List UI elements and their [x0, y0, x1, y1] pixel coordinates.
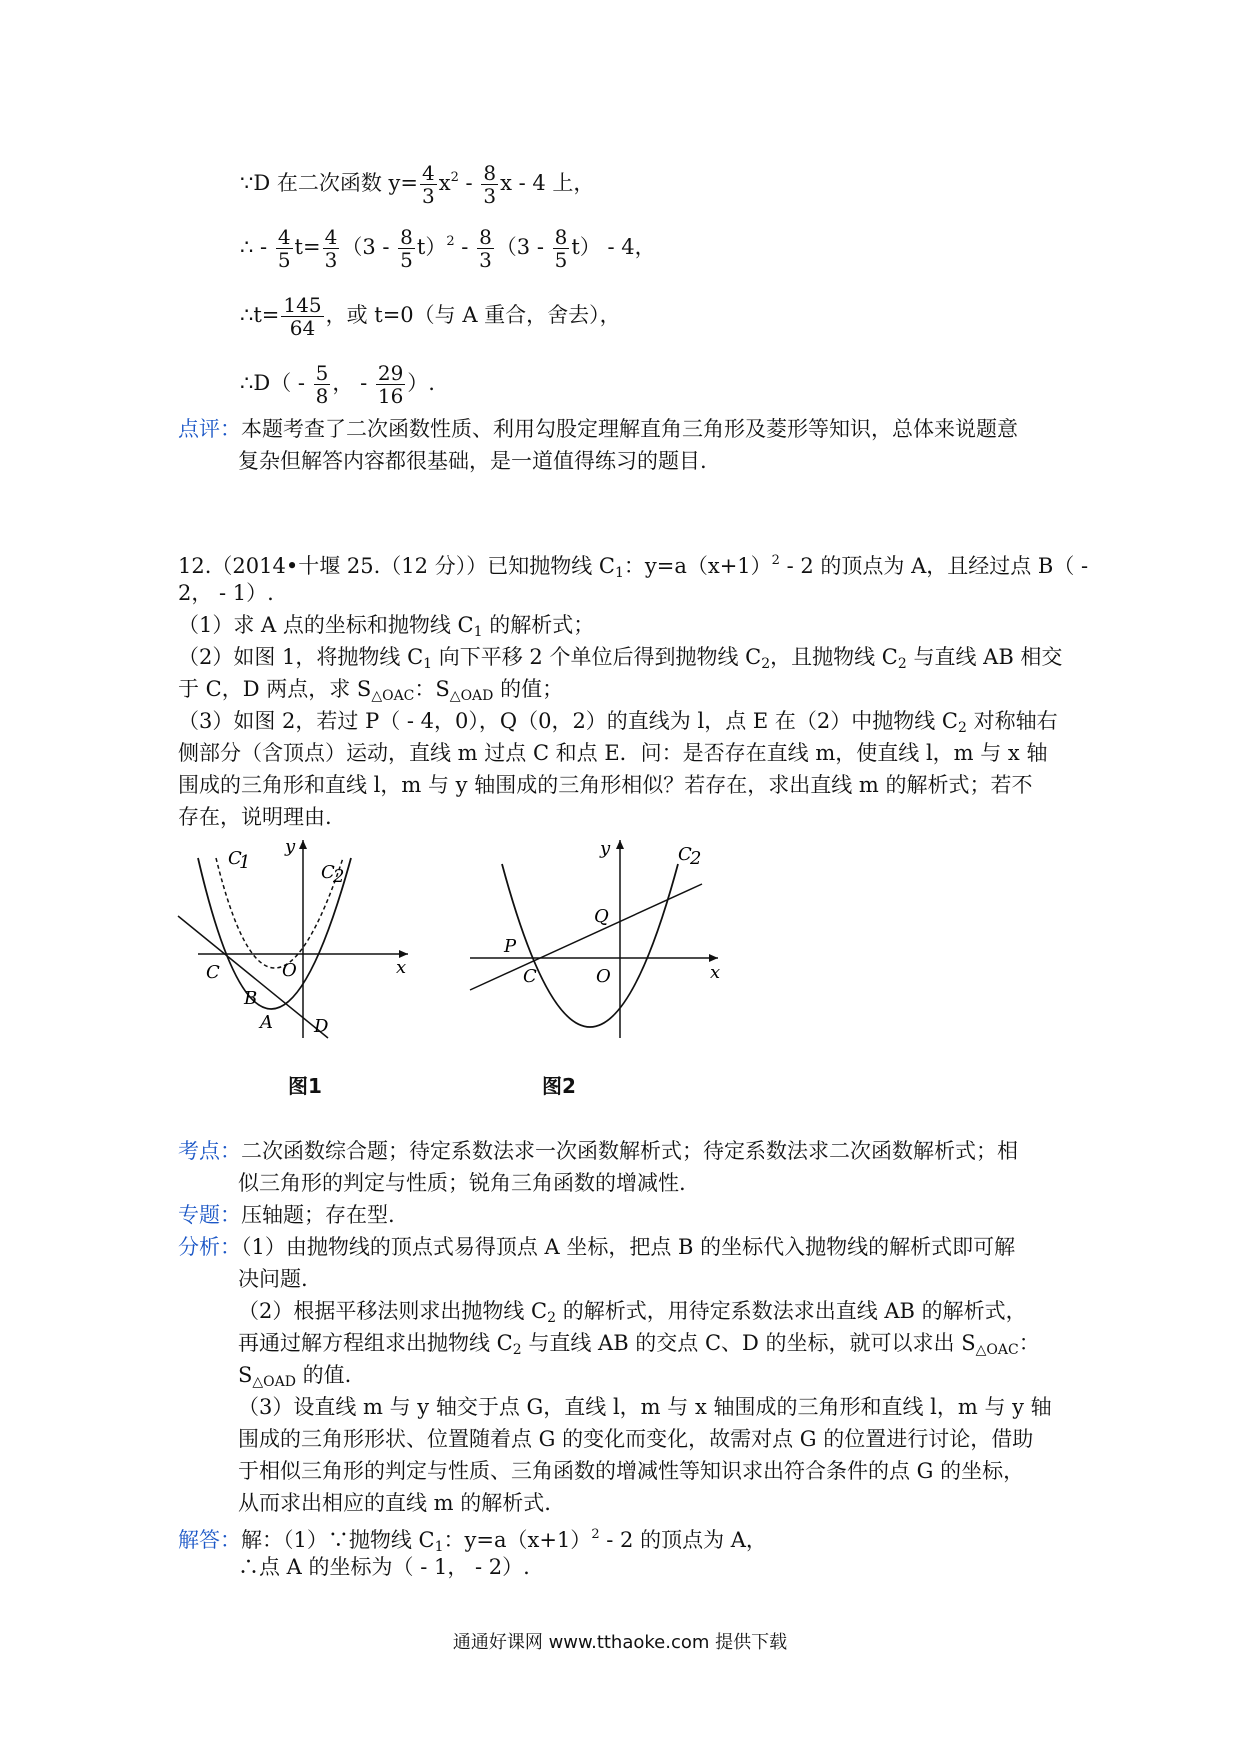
fenxi-line-6: （3）设直线 m 与 y 轴交于点 G，直线 l，m 与 x 轴围成的三角形和直线 l，m 与 y 轴 — [238, 1395, 1052, 1419]
solution-line-3: ∴t= $\frac{145}{64}$ ，或 t=0（与 A 重合，舍去）， — [240, 293, 621, 340]
question-1: （1）求 A 点的坐标和抛物线 $C_1$ 的解析式； — [178, 613, 595, 640]
fraction: $\frac{8}{5}$ — [400, 225, 413, 272]
page-footer: 通通好课网 www.tthaoke.com 提供下载 — [452, 1632, 788, 1653]
figure-2-caption: 图2 — [542, 1074, 576, 1098]
question-2-line-2: 于 C，D 两点，求 $S_{\triangle OAC}$：$S_{\triangle OAD}$ 的值； — [178, 677, 564, 704]
label-y: y — [285, 836, 296, 857]
label-x: x — [710, 962, 721, 983]
jieda-line-1: 解答：解：（1）∵抛物线 $C_1$：$y=a(x+1)^2 - 2$ 的顶点为 A， — [178, 1527, 767, 1555]
fenxi-line-3: （2）根据平移法则求出抛物线 $C_2$ 的解析式，用待定系数法求出直线 AB 的解析式， — [238, 1299, 1027, 1326]
fraction: $\frac{145}{64}$ — [283, 293, 322, 340]
label-q: Q — [594, 906, 609, 927]
label-c2: C — [321, 862, 335, 883]
comment-line-1: 点评：本题考查了二次函数性质、利用勾股定理解直角三角形及菱形等知识，总体来说题意 — [178, 417, 1018, 441]
label-b: B — [244, 988, 258, 1009]
label-y: y — [600, 838, 611, 859]
fraction: $\frac{4}{3}$ — [422, 161, 435, 208]
x-axis-arrow — [709, 954, 718, 962]
figure-1 — [178, 836, 418, 1098]
figure-1-caption: 图1 — [288, 1074, 322, 1098]
kaodian-line-2: 似三角形的判定与性质；锐角三角函数的增减性. — [238, 1171, 686, 1195]
figure-2-diagram — [470, 838, 730, 1058]
fraction: $\frac{29}{16}$ — [377, 361, 404, 408]
fenxi-line-7: 围成的三角形形状、位置随着点 G 的变化而变化，故需对点 G 的位置进行讨论，借助 — [238, 1427, 1034, 1451]
zhuanti-line: 专题：压轴题；存在型. — [178, 1203, 395, 1227]
solution-line-1: ∵D 在二次函数 y= $\frac{4}{3}$ $x^2$ - $\frac{8}{3}$ x - 4 上， — [240, 161, 595, 208]
y-axis-arrow — [616, 840, 624, 849]
fenxi-line-1: 分析：（1）由抛物线的顶点式易得顶点 A 坐标，把点 B 的坐标代入抛物线的解析式即可解 — [178, 1235, 1016, 1259]
kaodian-line-1: 考点：二次函数综合题；待定系数法求一次函数解析式；待定系数法求二次函数解析式；相 — [178, 1139, 1018, 1163]
fraction: $\frac{8}{3}$ — [479, 225, 492, 272]
y-axis-arrow — [299, 840, 307, 849]
label-x: x — [396, 957, 407, 978]
label-a: A — [260, 1012, 273, 1033]
question-3-line-1: （3）如图 2，若过 P（ - 4，0），Q（0，2）的直线为 l，点 E 在（2）中抛物线 $C_2$ 对称轴右 — [178, 709, 1058, 736]
fraction: $\frac{4}{5}$ — [277, 225, 291, 272]
line-ab — [178, 916, 328, 1038]
question-3-line-4: 存在，说明理由. — [178, 805, 332, 829]
label-d: D — [314, 1016, 329, 1037]
label-c1: C — [228, 848, 242, 869]
fenxi-line-8: 于相似三角形的判定与性质、三角函数的增减性等知识求出符合条件的点 G 的坐标， — [238, 1459, 1025, 1483]
label-o: O — [282, 960, 297, 981]
problem-line-1: 12.（2014•十堰 25.（12 分））已知抛物线 $C_1$：$y=a(x+1)^2 - 2$ 的顶点为 A，且经过点 B（ - — [178, 553, 1089, 581]
question-3-line-3: 围成的三角形和直线 l，m 与 y 轴围成的三角形相似？若存在，求出直线 m 的解析式；若不 — [178, 773, 1033, 797]
label-c: C — [206, 962, 220, 983]
jieda-line-2: ∴点 A 的坐标为（ - 1， - 2）. — [238, 1555, 530, 1579]
solution-line-4: ∴D（ - $\frac{5}{8}$ ， - $\frac{29}{16}$ ）. — [240, 361, 435, 408]
svg-text:1: 1 — [239, 852, 251, 873]
label-p: P — [504, 936, 517, 957]
svg-text:2: 2 — [690, 848, 702, 869]
parabola-c2 — [502, 864, 678, 1027]
figure-1-diagram — [178, 838, 418, 1058]
fraction: $\frac{5}{8}$ — [315, 361, 329, 408]
solution-line-2: ∴ - $\frac{4}{5}$ t= $\frac{4}{3}$ （3 - $\frac{8}{5}$ t）$^2$ - $\frac{8}{3}$ （3 - $\frac{8}{5}$ t） - 4， — [240, 225, 656, 272]
fenxi-line-9: 从而求出相应的直线 m 的解析式. — [238, 1491, 551, 1515]
label-c: C — [523, 966, 537, 987]
svg-text:2: 2 — [333, 866, 345, 887]
fenxi-line-4: 再通过解方程组求出抛物线 $C_2$ 与直线 AB 的交点 C、D 的坐标，就可以求出 $S_{\triangle OAC}$： — [238, 1331, 1040, 1358]
question-3-line-2: 侧部分（含顶点）运动，直线 m 过点 C 和点 E．问：是否存在直线 m，使直线 l，m 与 x 轴 — [178, 741, 1048, 765]
figure-2 — [470, 838, 730, 1098]
fenxi-line-5: $S_{\triangle OAD}$ 的值. — [238, 1363, 352, 1390]
problem-line-2: 2， - 1）. — [178, 581, 274, 605]
fraction: $\frac{4}{3}$ — [324, 225, 338, 272]
comment-line-2: 复杂但解答内容都很基础，是一道值得练习的题目. — [238, 449, 707, 473]
label-c2: C — [678, 844, 692, 865]
question-2-line-1: （2）如图 1，将抛物线 $C_1$ 向下平移 2 个单位后得到抛物线 $C_2$，且抛物线 $C_2$ 与直线 AB 相交 — [178, 645, 1063, 672]
label-o: O — [596, 966, 611, 987]
comment-label: 点评： — [178, 417, 241, 441]
fraction: $\frac{8}{3}$ — [483, 161, 497, 208]
fenxi-line-2: 决问题. — [238, 1267, 308, 1291]
fraction: $\frac{8}{5}$ — [554, 225, 568, 272]
